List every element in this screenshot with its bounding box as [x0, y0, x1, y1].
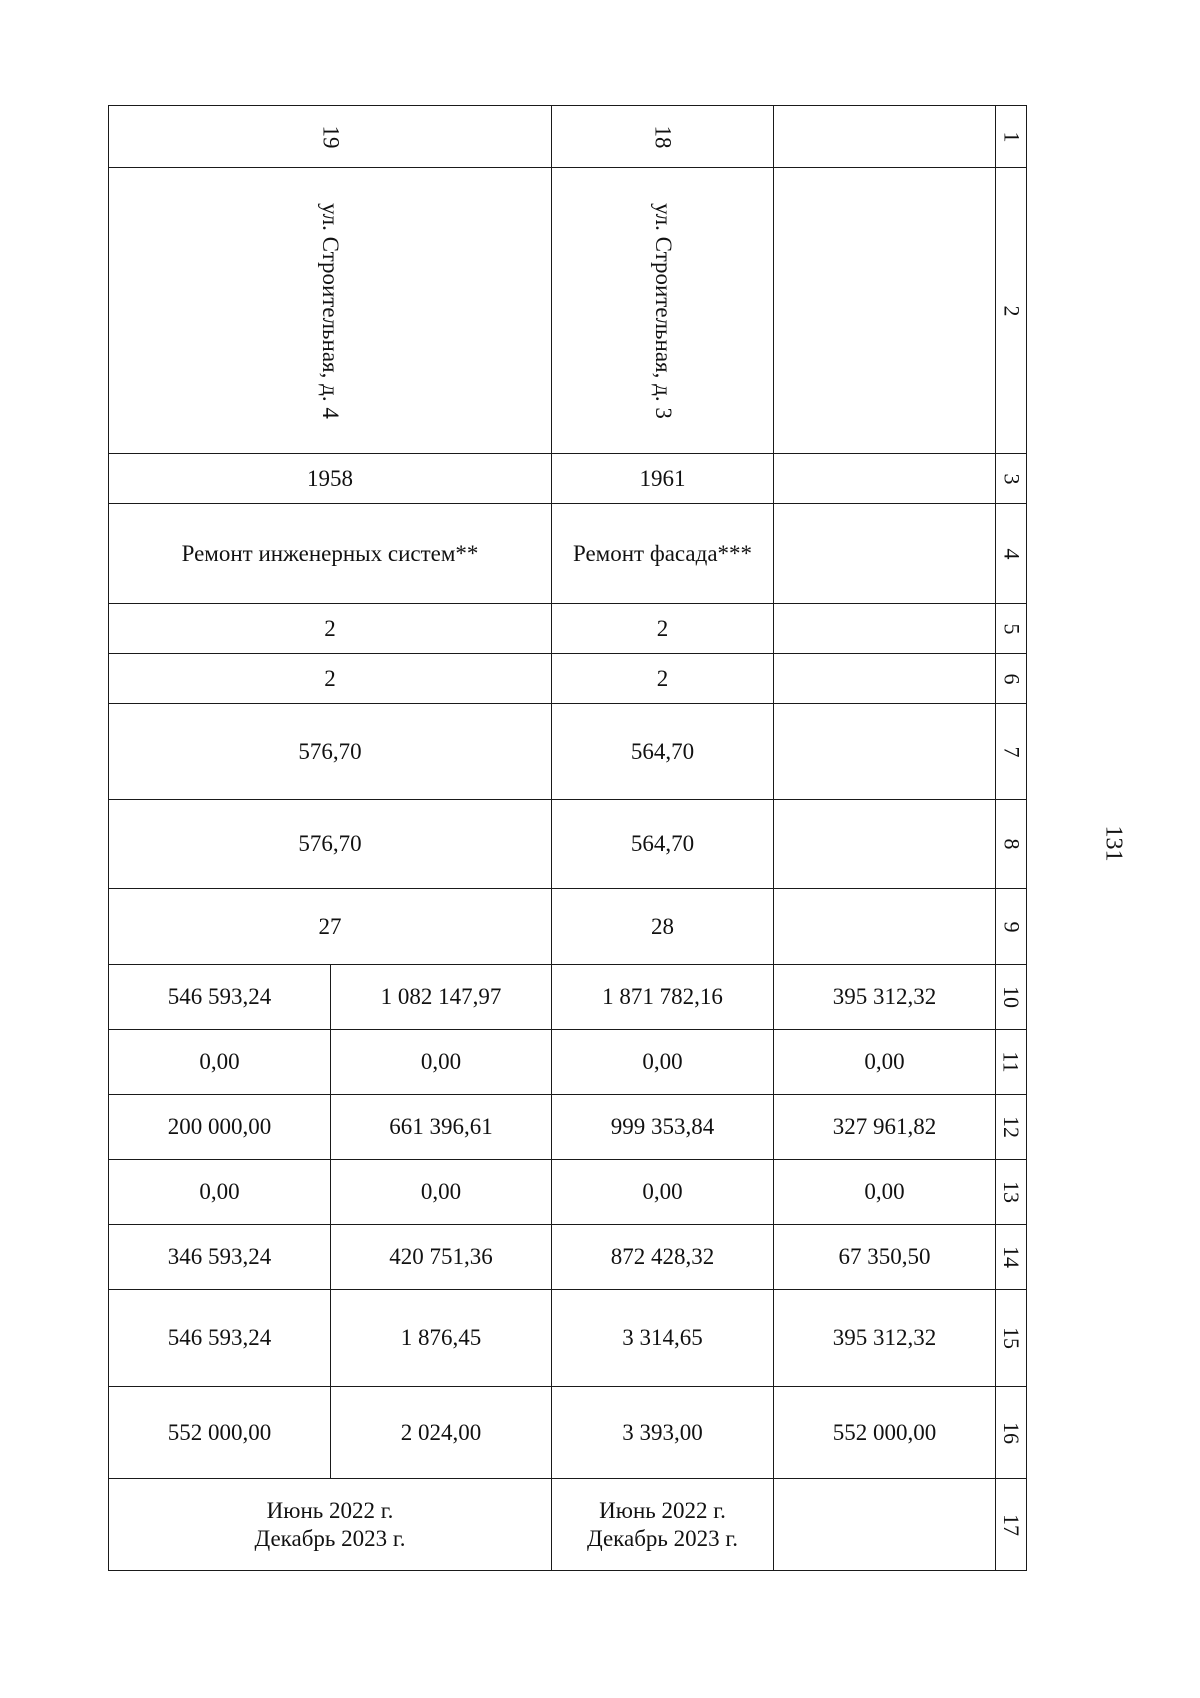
r19-period-start: Июнь 2022 г.	[266, 1497, 394, 1523]
rc-c14: 67 350,50	[773, 1224, 996, 1290]
col-index-10: 10	[995, 964, 1027, 1030]
r19-c5: 2	[108, 603, 552, 654]
r18-c9: 28	[551, 888, 774, 965]
col-index-13: 13	[995, 1159, 1027, 1225]
col-index-7: 7	[995, 703, 1027, 800]
r19-right-c14: 420 751,36	[330, 1224, 552, 1290]
r18-work: Ремонт фасада***	[551, 503, 774, 604]
rc-c16: 552 000,00	[773, 1386, 996, 1479]
r18-num-cell	[551, 105, 774, 168]
col-index-8: 8	[995, 799, 1027, 889]
rc-c10: 395 312,32	[773, 964, 996, 1030]
col-index-15: 15	[995, 1289, 1027, 1387]
rc-work	[773, 503, 996, 604]
r19-right-c13: 0,00	[330, 1159, 552, 1225]
r19-right-c10: 1 082 147,97	[330, 964, 552, 1030]
r19-c6: 2	[108, 653, 552, 704]
r19-c9: 27	[108, 888, 552, 965]
r18-c16: 3 393,00	[551, 1386, 774, 1479]
rc-c15: 395 312,32	[773, 1289, 996, 1387]
r19-num: 19	[318, 125, 343, 148]
r19-right-c15: 1 876,45	[330, 1289, 552, 1387]
r18-c7: 564,70	[551, 703, 774, 800]
col-index-11: 11	[995, 1029, 1027, 1095]
col-index-2: 2	[995, 167, 1027, 454]
r19-right-c11: 0,00	[330, 1029, 552, 1095]
r18-year: 1961	[551, 453, 774, 504]
col-index-17: 17	[995, 1478, 1027, 1571]
col-index-14: 14	[995, 1224, 1027, 1290]
rc-c6	[773, 653, 996, 704]
r19-c7: 576,70	[108, 703, 552, 800]
rc-c13: 0,00	[773, 1159, 996, 1225]
r19-year: 1958	[108, 453, 552, 504]
r18-c12: 999 353,84	[551, 1094, 774, 1160]
page-number: 131	[1100, 825, 1127, 862]
rc-c12: 327 961,82	[773, 1094, 996, 1160]
r19-address: ул. Строительная, д. 4	[317, 202, 343, 419]
rc-period-cell	[773, 1478, 996, 1571]
col-index-6: 6	[995, 653, 1027, 704]
rc-num-cell	[773, 105, 996, 168]
rc-c8	[773, 799, 996, 889]
rc-c11: 0,00	[773, 1029, 996, 1095]
rc-c9	[773, 888, 996, 965]
r19-right-c16: 2 024,00	[330, 1386, 552, 1479]
r18-c10: 1 871 782,16	[551, 964, 774, 1030]
r18-c15: 3 314,65	[551, 1289, 774, 1387]
r19-c8: 576,70	[108, 799, 552, 889]
r18-c8: 564,70	[551, 799, 774, 889]
rc-c7	[773, 703, 996, 800]
r18-period-cell	[551, 1478, 774, 1571]
col-index-3: 3	[995, 453, 1027, 504]
r19-left-c10: 546 593,24	[108, 964, 331, 1030]
rc-address-cell	[773, 167, 996, 454]
r18-num: 18	[650, 125, 676, 148]
r19-left-c12: 200 000,00	[108, 1094, 331, 1160]
r19-left-c16: 552 000,00	[108, 1386, 331, 1479]
r18-c6: 2	[551, 653, 774, 704]
r19-address-cell	[108, 167, 552, 454]
r18-address-cell	[551, 167, 774, 454]
r18-address: ул. Строительная, д. 3	[650, 202, 676, 419]
r19-left-c13: 0,00	[108, 1159, 331, 1225]
r18-period-start: Июнь 2022 г.	[599, 1497, 726, 1523]
r19-work: Ремонт инженерных систем**	[108, 503, 552, 604]
r19-right-c12: 661 396,61	[330, 1094, 552, 1160]
rc-c5	[773, 603, 996, 654]
rc-year	[773, 453, 996, 504]
r19-period-cell	[108, 1478, 552, 1571]
col-index-1: 1	[995, 105, 1027, 168]
col-index-12: 12	[995, 1094, 1027, 1160]
r19-period-end: Декабрь 2023 г.	[254, 1525, 406, 1551]
col-index-16: 16	[995, 1386, 1027, 1479]
r18-c11: 0,00	[551, 1029, 774, 1095]
r19-left-c11: 0,00	[108, 1029, 331, 1095]
r18-period-end: Декабрь 2023 г.	[587, 1525, 738, 1551]
col-index-9: 9	[995, 888, 1027, 965]
r19-num-cell	[108, 105, 552, 168]
r18-c14: 872 428,32	[551, 1224, 774, 1290]
col-index-5: 5	[995, 603, 1027, 654]
r18-c5: 2	[551, 603, 774, 654]
col-index-4: 4	[995, 503, 1027, 604]
r19-left-c14: 346 593,24	[108, 1224, 331, 1290]
r18-c13: 0,00	[551, 1159, 774, 1225]
r19-left-c15: 546 593,24	[108, 1289, 331, 1387]
